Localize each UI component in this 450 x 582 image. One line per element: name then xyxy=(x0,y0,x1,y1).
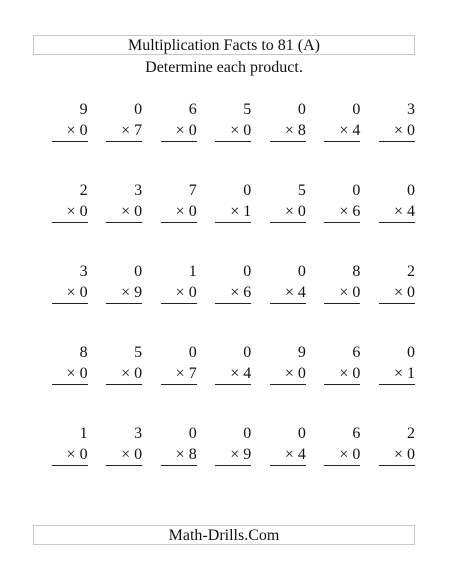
problem-stack xyxy=(324,99,360,142)
multiplication-problem xyxy=(360,180,415,261)
multiplier: 4 xyxy=(297,284,306,301)
multiply-sign: × xyxy=(284,365,294,382)
multiplicand: 2 xyxy=(407,263,415,280)
multiplier: 6 xyxy=(352,203,361,220)
problem-stack xyxy=(379,99,415,142)
multiplier-row xyxy=(379,201,415,223)
multiplier: 0 xyxy=(407,446,415,463)
multiplication-problem xyxy=(142,342,197,423)
multiplicand: 6 xyxy=(352,344,361,361)
multiplicand: 0 xyxy=(407,344,415,361)
multiplicand: 0 xyxy=(243,344,252,361)
multiply-sign: × xyxy=(339,122,349,139)
multiplier-row xyxy=(379,282,415,304)
multiplier-row xyxy=(324,201,360,223)
multiplication-problem xyxy=(306,99,361,180)
multiplicand: 0 xyxy=(243,425,252,442)
problem-stack xyxy=(161,342,197,385)
multiplier-row xyxy=(270,282,306,304)
problem-stack xyxy=(106,99,142,142)
multiplication-problem xyxy=(88,180,143,261)
problem-stack xyxy=(106,342,142,385)
multiply-sign: × xyxy=(339,446,349,463)
multiplicand: 9 xyxy=(79,101,88,118)
multiplier-row xyxy=(161,120,197,142)
multiplier: 8 xyxy=(297,122,306,139)
multiplier-row xyxy=(215,282,251,304)
multiplicand: 5 xyxy=(134,344,143,361)
multiplier-row xyxy=(379,444,415,466)
multiply-sign: × xyxy=(175,122,185,139)
multiplication-problem xyxy=(88,423,143,504)
multiply-sign: × xyxy=(230,284,240,301)
multiplication-problem xyxy=(88,342,143,423)
problem-stack xyxy=(215,261,251,304)
multiplication-problem xyxy=(251,99,306,180)
multiplier-row xyxy=(270,363,306,385)
multiplier: 0 xyxy=(352,365,361,382)
multiply-sign: × xyxy=(339,284,349,301)
multiplicand: 2 xyxy=(407,425,415,442)
multiply-sign: × xyxy=(66,203,76,220)
multiplication-problem xyxy=(33,180,88,261)
multiplicand: 9 xyxy=(297,344,306,361)
multiply-sign: × xyxy=(121,122,131,139)
problem-stack xyxy=(324,180,360,223)
multiplier: 0 xyxy=(134,446,143,463)
multiplier: 1 xyxy=(407,365,415,382)
multiplicand: 0 xyxy=(407,182,415,199)
multiplier: 8 xyxy=(188,446,197,463)
multiplication-problem xyxy=(360,99,415,180)
multiplier: 0 xyxy=(79,365,88,382)
multiplier-row xyxy=(106,363,142,385)
multiplier: 4 xyxy=(407,203,415,220)
multiply-sign: × xyxy=(284,203,294,220)
multiplier: 9 xyxy=(134,284,143,301)
multiplication-problem xyxy=(33,342,88,423)
problem-stack xyxy=(379,180,415,223)
multiply-sign: × xyxy=(121,203,131,220)
multiply-sign: × xyxy=(339,203,349,220)
problem-stack xyxy=(106,180,142,223)
multiplicand: 0 xyxy=(352,101,361,118)
multiplicand: 0 xyxy=(134,263,143,280)
multiplicand: 0 xyxy=(297,101,306,118)
multiply-sign: × xyxy=(393,203,403,220)
multiply-sign: × xyxy=(284,122,294,139)
problem-grid xyxy=(33,99,415,504)
problem-stack xyxy=(215,99,251,142)
multiplier-row xyxy=(270,444,306,466)
multiplier-row xyxy=(379,120,415,142)
multiplier-row xyxy=(324,282,360,304)
problem-stack xyxy=(215,180,251,223)
problem-stack xyxy=(324,342,360,385)
multiplication-problem xyxy=(142,423,197,504)
multiply-sign: × xyxy=(66,284,76,301)
multiplicand: 7 xyxy=(188,182,197,199)
multiplication-problem xyxy=(33,423,88,504)
multiply-sign: × xyxy=(66,365,76,382)
multiplier: 7 xyxy=(188,365,197,382)
multiplier: 0 xyxy=(79,203,88,220)
multiplier: 0 xyxy=(407,284,415,301)
multiplier-row xyxy=(161,201,197,223)
multiplicand: 3 xyxy=(134,182,143,199)
multiplicand: 3 xyxy=(407,101,415,118)
problem-stack xyxy=(324,423,360,466)
multiplication-problem xyxy=(88,261,143,342)
problem-stack xyxy=(215,342,251,385)
problem-stack xyxy=(270,180,306,223)
multiplicand: 1 xyxy=(188,263,197,280)
multiplication-problem xyxy=(33,261,88,342)
multiplier: 0 xyxy=(297,203,306,220)
problem-stack xyxy=(270,342,306,385)
multiplier: 0 xyxy=(188,122,197,139)
problem-stack xyxy=(161,423,197,466)
problem-stack xyxy=(52,180,88,223)
multiplier-row xyxy=(161,282,197,304)
multiplication-problem xyxy=(142,261,197,342)
multiplier-row xyxy=(215,363,251,385)
multiplier-row xyxy=(106,120,142,142)
problem-stack xyxy=(161,261,197,304)
problem-stack xyxy=(379,261,415,304)
multiplicand: 0 xyxy=(243,263,252,280)
problem-stack xyxy=(106,261,142,304)
multiplier-row xyxy=(215,201,251,223)
multiplier-row xyxy=(270,201,306,223)
multiplication-problem xyxy=(306,261,361,342)
multiplicand: 3 xyxy=(134,425,143,442)
problem-stack xyxy=(215,423,251,466)
multiplier: 0 xyxy=(134,203,143,220)
multiply-sign: × xyxy=(230,122,240,139)
multiplier: 0 xyxy=(407,122,415,139)
problem-stack xyxy=(379,423,415,466)
multiplication-problem xyxy=(251,423,306,504)
multiplication-problem xyxy=(142,180,197,261)
multiply-sign: × xyxy=(393,365,403,382)
multiplier: 7 xyxy=(134,122,143,139)
multiplier: 0 xyxy=(79,122,88,139)
multiply-sign: × xyxy=(393,446,403,463)
multiplier: 4 xyxy=(297,446,306,463)
multiplier-row xyxy=(52,444,88,466)
multiplicand: 0 xyxy=(297,263,306,280)
multiplication-problem xyxy=(33,99,88,180)
multiplier-row xyxy=(324,363,360,385)
multiplier: 4 xyxy=(243,365,252,382)
multiplicand: 1 xyxy=(79,425,88,442)
footer-site-name: Math-Drills.Com xyxy=(33,525,415,545)
multiplicand: 5 xyxy=(297,182,306,199)
multiplier-row xyxy=(161,444,197,466)
multiplicand: 6 xyxy=(352,425,361,442)
multiplier: 0 xyxy=(188,284,197,301)
multiplier-row xyxy=(106,282,142,304)
multiplier: 6 xyxy=(243,284,252,301)
worksheet-instruction: Determine each product. xyxy=(145,59,303,76)
multiplicand: 0 xyxy=(188,344,197,361)
multiplicand: 8 xyxy=(79,344,88,361)
multiplier: 0 xyxy=(79,284,88,301)
multiplication-problem xyxy=(251,180,306,261)
problem-stack xyxy=(270,423,306,466)
multiplier-row xyxy=(270,120,306,142)
multiplier-row xyxy=(324,120,360,142)
problem-stack xyxy=(106,423,142,466)
multiply-sign: × xyxy=(121,446,131,463)
multiply-sign: × xyxy=(66,122,76,139)
multiply-sign: × xyxy=(121,284,131,301)
problem-stack xyxy=(52,423,88,466)
multiplication-problem xyxy=(142,99,197,180)
multiplier-row xyxy=(106,444,142,466)
multiplicand: 0 xyxy=(134,101,143,118)
multiply-sign: × xyxy=(230,446,240,463)
problem-stack xyxy=(324,261,360,304)
multiplicand: 0 xyxy=(188,425,197,442)
multiplier: 0 xyxy=(188,203,197,220)
multiplication-problem xyxy=(360,423,415,504)
multiply-sign: × xyxy=(230,365,240,382)
problem-stack xyxy=(270,99,306,142)
multiplicand: 0 xyxy=(297,425,306,442)
multiplier-row xyxy=(52,363,88,385)
multiplier: 0 xyxy=(352,284,361,301)
multiplication-problem xyxy=(197,261,252,342)
worksheet-title: Multiplication Facts to 81 (A) xyxy=(33,35,415,55)
multiplier-row xyxy=(215,120,251,142)
problem-stack xyxy=(52,342,88,385)
multiplier: 4 xyxy=(352,122,361,139)
multiplicand: 5 xyxy=(243,101,252,118)
multiplication-problem xyxy=(251,342,306,423)
multiplier-row xyxy=(324,444,360,466)
multiply-sign: × xyxy=(393,122,403,139)
multiply-sign: × xyxy=(393,284,403,301)
multiplier: 9 xyxy=(243,446,252,463)
multiplication-problem xyxy=(88,99,143,180)
multiply-sign: × xyxy=(339,365,349,382)
multiplicand: 0 xyxy=(243,182,252,199)
multiply-sign: × xyxy=(121,365,131,382)
problem-stack xyxy=(379,342,415,385)
multiplier: 1 xyxy=(243,203,252,220)
problem-stack xyxy=(270,261,306,304)
problem-stack xyxy=(52,261,88,304)
multiplier-row xyxy=(379,363,415,385)
problem-stack xyxy=(161,99,197,142)
multiplicand: 8 xyxy=(352,263,361,280)
multiplication-problem xyxy=(306,342,361,423)
multiplicand: 6 xyxy=(188,101,197,118)
multiplication-problem xyxy=(197,342,252,423)
multiplier: 0 xyxy=(79,446,88,463)
problem-stack xyxy=(52,99,88,142)
multiplier-row xyxy=(106,201,142,223)
multiplicand: 3 xyxy=(79,263,88,280)
multiplier-row xyxy=(161,363,197,385)
multiplier: 0 xyxy=(297,365,306,382)
multiplication-problem xyxy=(197,180,252,261)
multiplication-problem xyxy=(360,261,415,342)
multiplier: 0 xyxy=(134,365,143,382)
multiplier-row xyxy=(52,201,88,223)
multiplication-problem xyxy=(251,261,306,342)
multiply-sign: × xyxy=(230,203,240,220)
multiplication-problem xyxy=(197,99,252,180)
multiply-sign: × xyxy=(175,365,185,382)
multiplication-problem xyxy=(360,342,415,423)
multiplier: 0 xyxy=(243,122,252,139)
multiplicand: 2 xyxy=(79,182,88,199)
multiply-sign: × xyxy=(175,203,185,220)
multiply-sign: × xyxy=(175,284,185,301)
multiply-sign: × xyxy=(284,284,294,301)
multiplication-problem xyxy=(306,423,361,504)
multiplier: 0 xyxy=(352,446,361,463)
multiply-sign: × xyxy=(175,446,185,463)
multiplication-problem xyxy=(306,180,361,261)
multiply-sign: × xyxy=(284,446,294,463)
multiplication-problem xyxy=(197,423,252,504)
problem-stack xyxy=(161,180,197,223)
multiplicand: 0 xyxy=(352,182,361,199)
multiplier-row xyxy=(52,282,88,304)
multiplier-row xyxy=(52,120,88,142)
multiplier-row xyxy=(215,444,251,466)
multiply-sign: × xyxy=(66,446,76,463)
